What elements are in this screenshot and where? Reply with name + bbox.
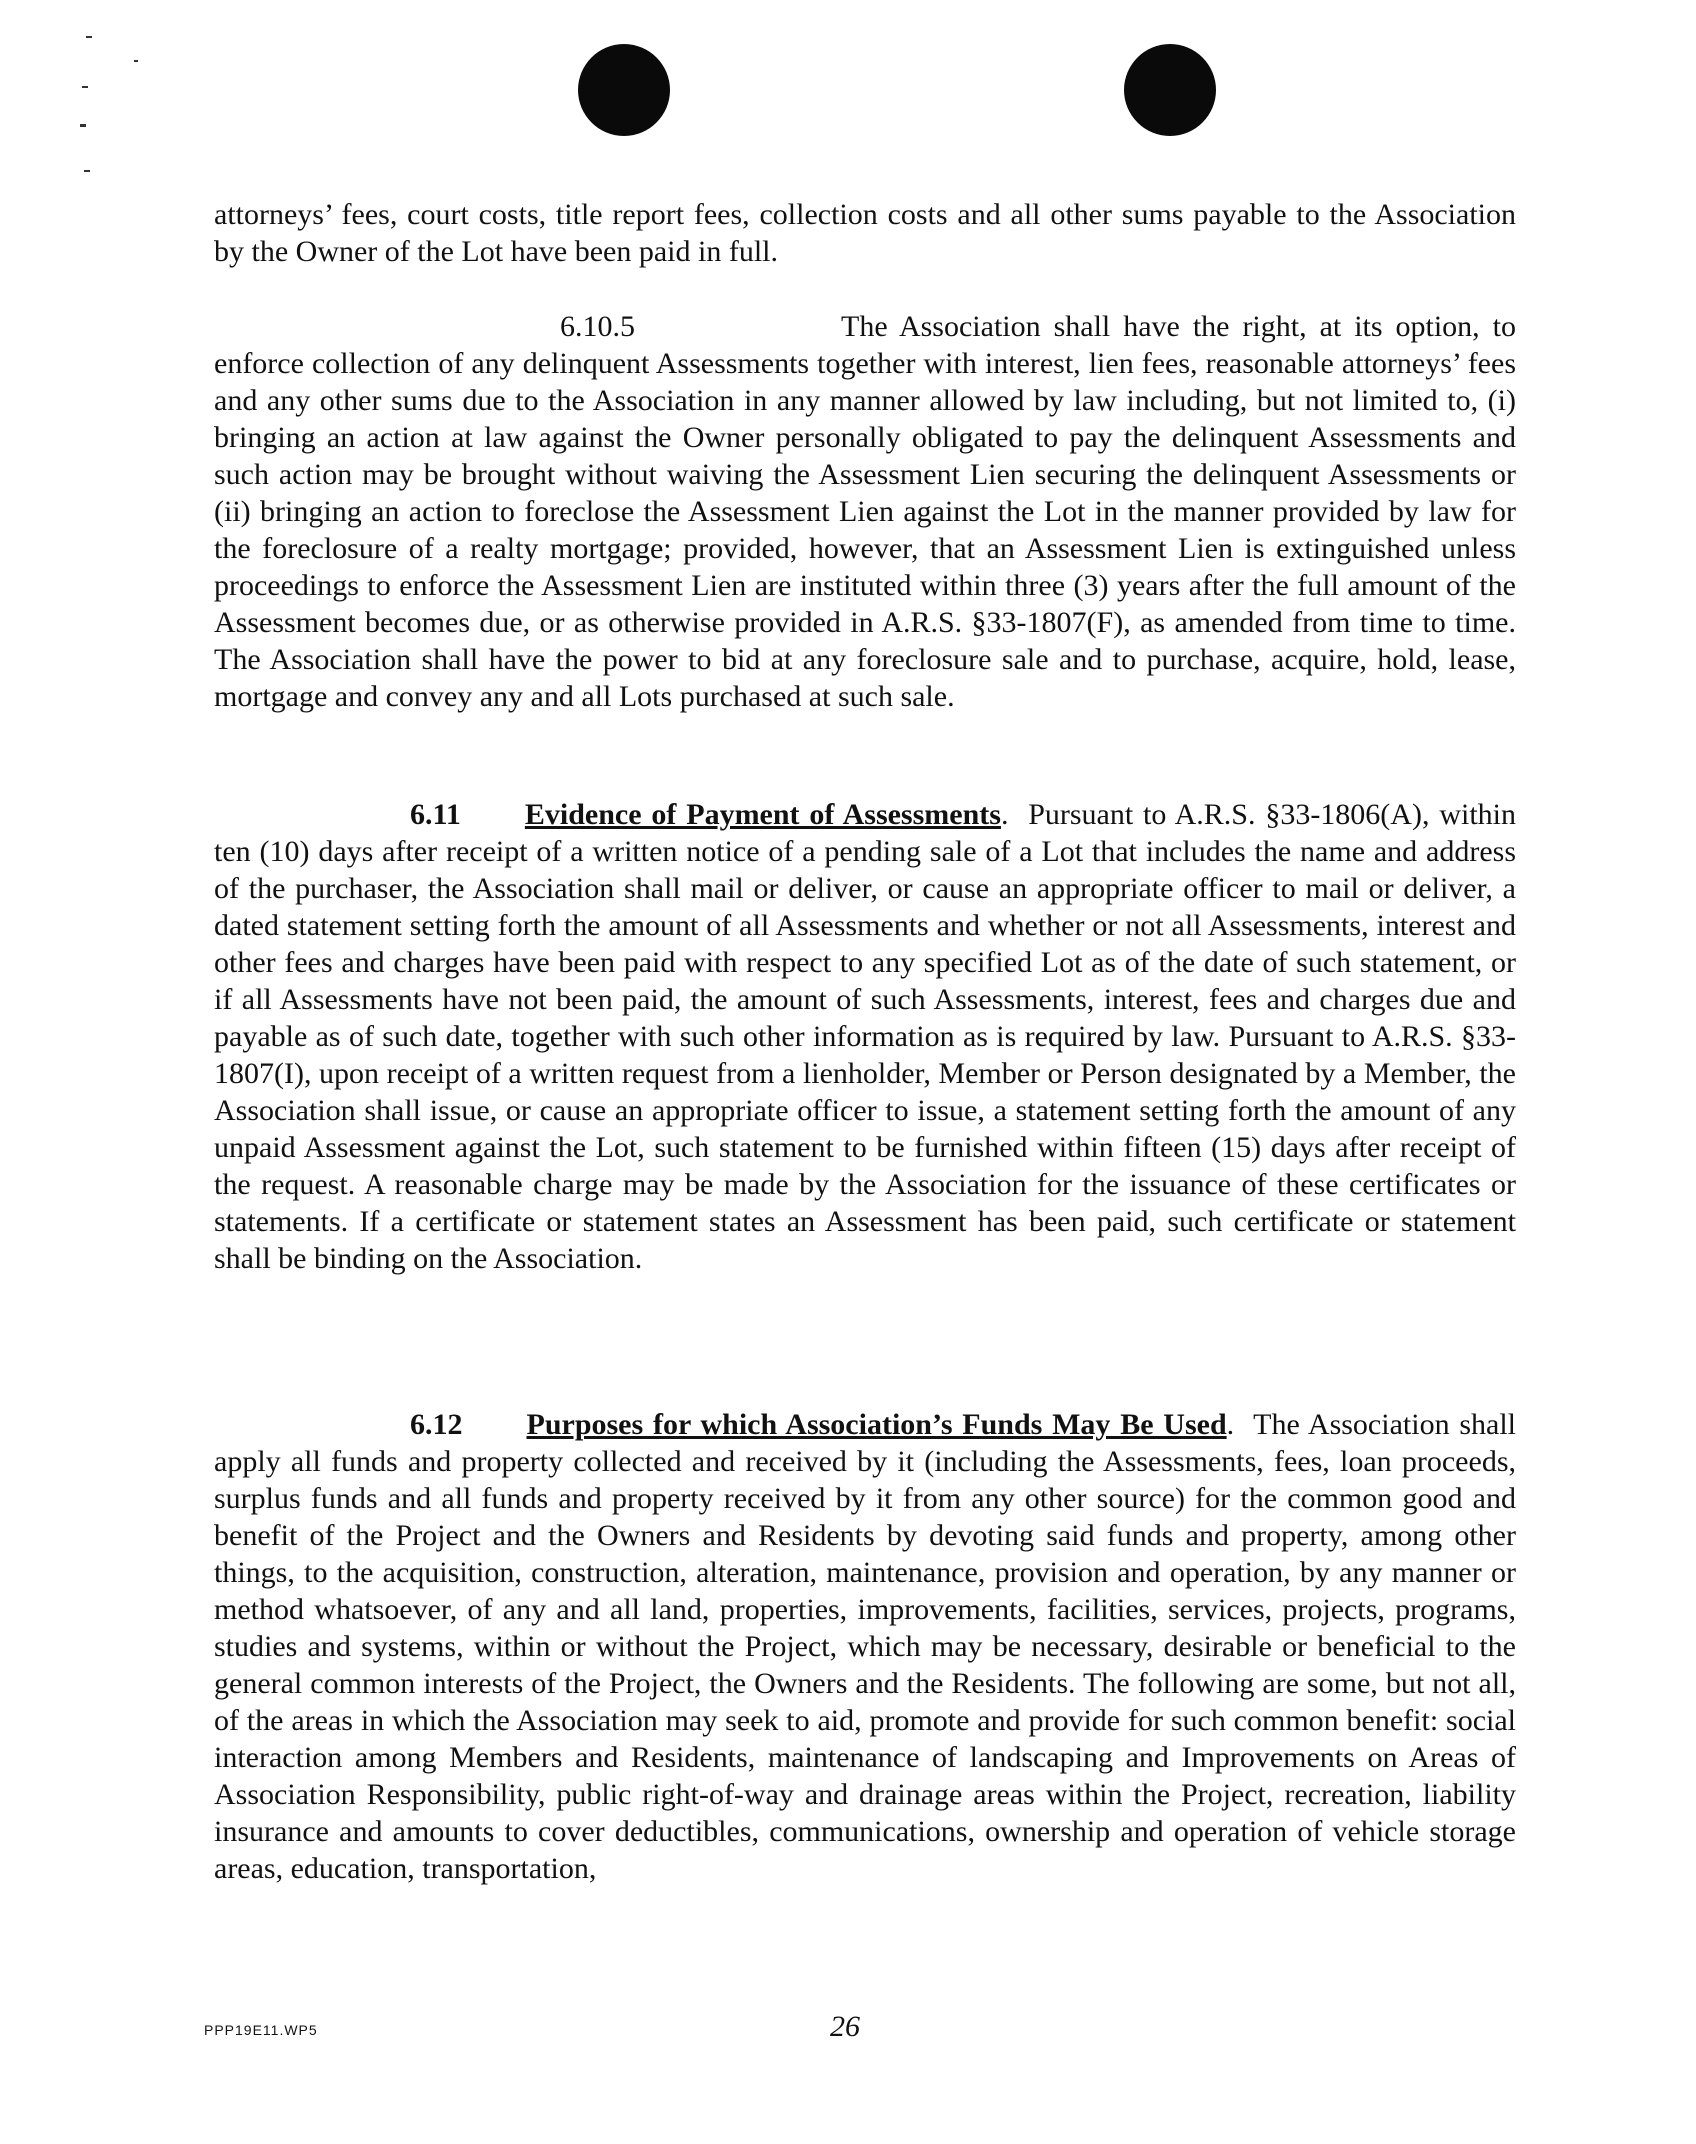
section-number: 6.11 bbox=[410, 798, 461, 831]
scan-speck bbox=[134, 60, 138, 62]
continuation-text: attorneys’ fees, court costs, title report fees, collection costs and all other sums payable to the Association by the Owner of the Lot have been paid in full. bbox=[214, 198, 1516, 268]
continuation-paragraph bbox=[214, 196, 1516, 270]
section-heading: Purposes for which Association’s Funds May Be Used bbox=[526, 1408, 1227, 1441]
scan-speck bbox=[80, 124, 86, 127]
scan-speck bbox=[84, 170, 90, 172]
section-6-12: 6.12 Purposes for which Association’s Funds May Be Used. The Association shall apply all funds and property collected and received by it (including the Assessments, fees, loan proceeds, surplus funds and all funds and property received by it from any other source) for the common good and benefit of the Project and the Owners and Residents by devoting said funds and property, among other things, to the acquisition, construction, alteration, maintenance, provision and operation, by any manner or method whatsoever, of any and all land, properties, improvements, facilities, services, projects, programs, studies and systems, within or without the Project, which may be necessary, desirable or beneficial to the general common interests of the Project, the Owners and the Residents. The following are some, but not all, of the areas in which the Association may seek to aid, promote and provide for such common benefit: social interaction among Members and Residents, maintenance of landscaping and Improvements on Areas of Association Responsibility, public right-of-way and drainage areas within the Project, recreation, liability insurance and amounts to cover deductibles, communications, ownership and operation of vehicle storage areas, education, transportation, bbox=[214, 1408, 1516, 1885]
section-body: Pursuant to A.R.S. §33-1806(A), within ten (10) days after receipt of a written notice of a pending sale of a Lot that includes the name and address of the purchaser, the Association shall mail or deliver, or cause an appropriate officer to mail or deliver, a dated statement setting forth the amount of all Assessments and whether or not all Assessments, interest and other fees and charges have been paid with respect to any specified Lot as of the date of such statement, or if all Assessments have not been paid, the amount of such Assessments, interest, fees and charges due and payable as of such date, together with such other information as is required by law. Pursuant to A.R.S. §33-1807(I), upon receipt of a written request from a lienholder, Member or Person designated by a Member, the Association shall issue, or cause an appropriate officer to issue, a statement setting forth the amount of any unpaid Assessment against the Lot, such statement to be furnished within fifteen (15) days after receipt of the request. A reasonable charge may be made by the Association for the issuance of these certificates or statements. If a certificate or statement states an Assessment has been paid, such certificate or statement shall be binding on the Association. bbox=[214, 798, 1516, 1275]
section-number: 6.12 bbox=[410, 1408, 463, 1441]
scan-speck bbox=[82, 86, 88, 88]
hole-punch-left bbox=[578, 44, 670, 136]
section-body: The Association shall apply all funds and property collected and received by it (including the Assessments, fees, loan proceeds, surplus funds and all funds and property received by it from any other source) for the common good and benefit of the Project and the Owners and Residents by devoting said funds and property, among other things, to the acquisition, construction, alteration, maintenance, provision and operation, by any manner or method whatsoever, of any and all land, properties, improvements, facilities, services, projects, programs, studies and systems, within or without the Project, which may be necessary, desirable or beneficial to the general common interests of the Project, the Owners and the Residents. The following are some, but not all, of the areas in which the Association may seek to aid, promote and provide for such common benefit: social interaction among Members and Residents, maintenance of landscaping and Improvements on Areas of Association Responsibility, public right-of-way and drainage areas within the Project, recreation, liability insurance and amounts to cover deductibles, communications, ownership and operation of vehicle storage areas, education, transportation, bbox=[214, 1408, 1516, 1885]
page-number: 26 bbox=[830, 2010, 860, 2043]
scan-speck bbox=[86, 36, 92, 38]
section-body: The Association shall have the right, at its option, to enforce collection of any delinquent Assessments together with interest, lien fees, reasonable attorneys’ fees and any other sums due to the Association in any manner allowed by law including, but not limited to, (i) bringing an action at law against the Owner personally obligated to pay the delinquent Assessments and such action may be brought without waiving the Assessment Lien securing the delinquent Assessments or (ii) bringing an action to foreclose the Assessment Lien against the Lot in the manner provided by law for the foreclosure of a realty mortgage; provided, however, that an Assessment Lien is extinguished unless proceedings to enforce the Assessment Lien are instituted within three (3) years after the full amount of the Assessment becomes due, or as otherwise provided in A.R.S. §33-1807(F), as amended from time to time. The Association shall have the power to bid at any foreclosure sale and to purchase, acquire, hold, lease, mortgage and convey any and all Lots purchased at such sale. bbox=[214, 310, 1516, 713]
footer-file-code: PPP19E11.WP5 bbox=[204, 2022, 318, 2038]
section-6-11: 6.11 Evidence of Payment of Assessments. Pursuant to A.R.S. §33-1806(A), within ten (10) days after receipt of a written notice of a pending sale of a Lot that includes the name and address of the purchaser, the Association shall mail or deliver, or cause an appropriate officer to mail or deliver, a dated statement setting forth the amount of all Assessments and whether or not all Assessments, interest and other fees and charges have been paid with respect to any specified Lot as of the date of such statement, or if all Assessments have not been paid, the amount of such Assessments, interest, fees and charges due and payable as of such date, together with such other information as is required by law. Pursuant to A.R.S. §33-1807(I), upon receipt of a written request from a lienholder, Member or Person designated by a Member, the Association shall issue, or cause an appropriate officer to issue, a statement setting forth the amount of any unpaid Assessment against the Lot, such statement to be furnished within fifteen (15) days after receipt of the request. A reasonable charge may be made by the Association for the issuance of these certificates or statements. If a certificate or statement states an Assessment has been paid, such certificate or statement shall be binding on the Association. bbox=[214, 798, 1516, 1275]
hole-punch-right bbox=[1124, 44, 1216, 136]
section-6-10-5 bbox=[214, 308, 1516, 715]
section-heading: Evidence of Payment of Assessments bbox=[524, 798, 1001, 831]
section-number: 6.10.5 bbox=[560, 310, 635, 343]
